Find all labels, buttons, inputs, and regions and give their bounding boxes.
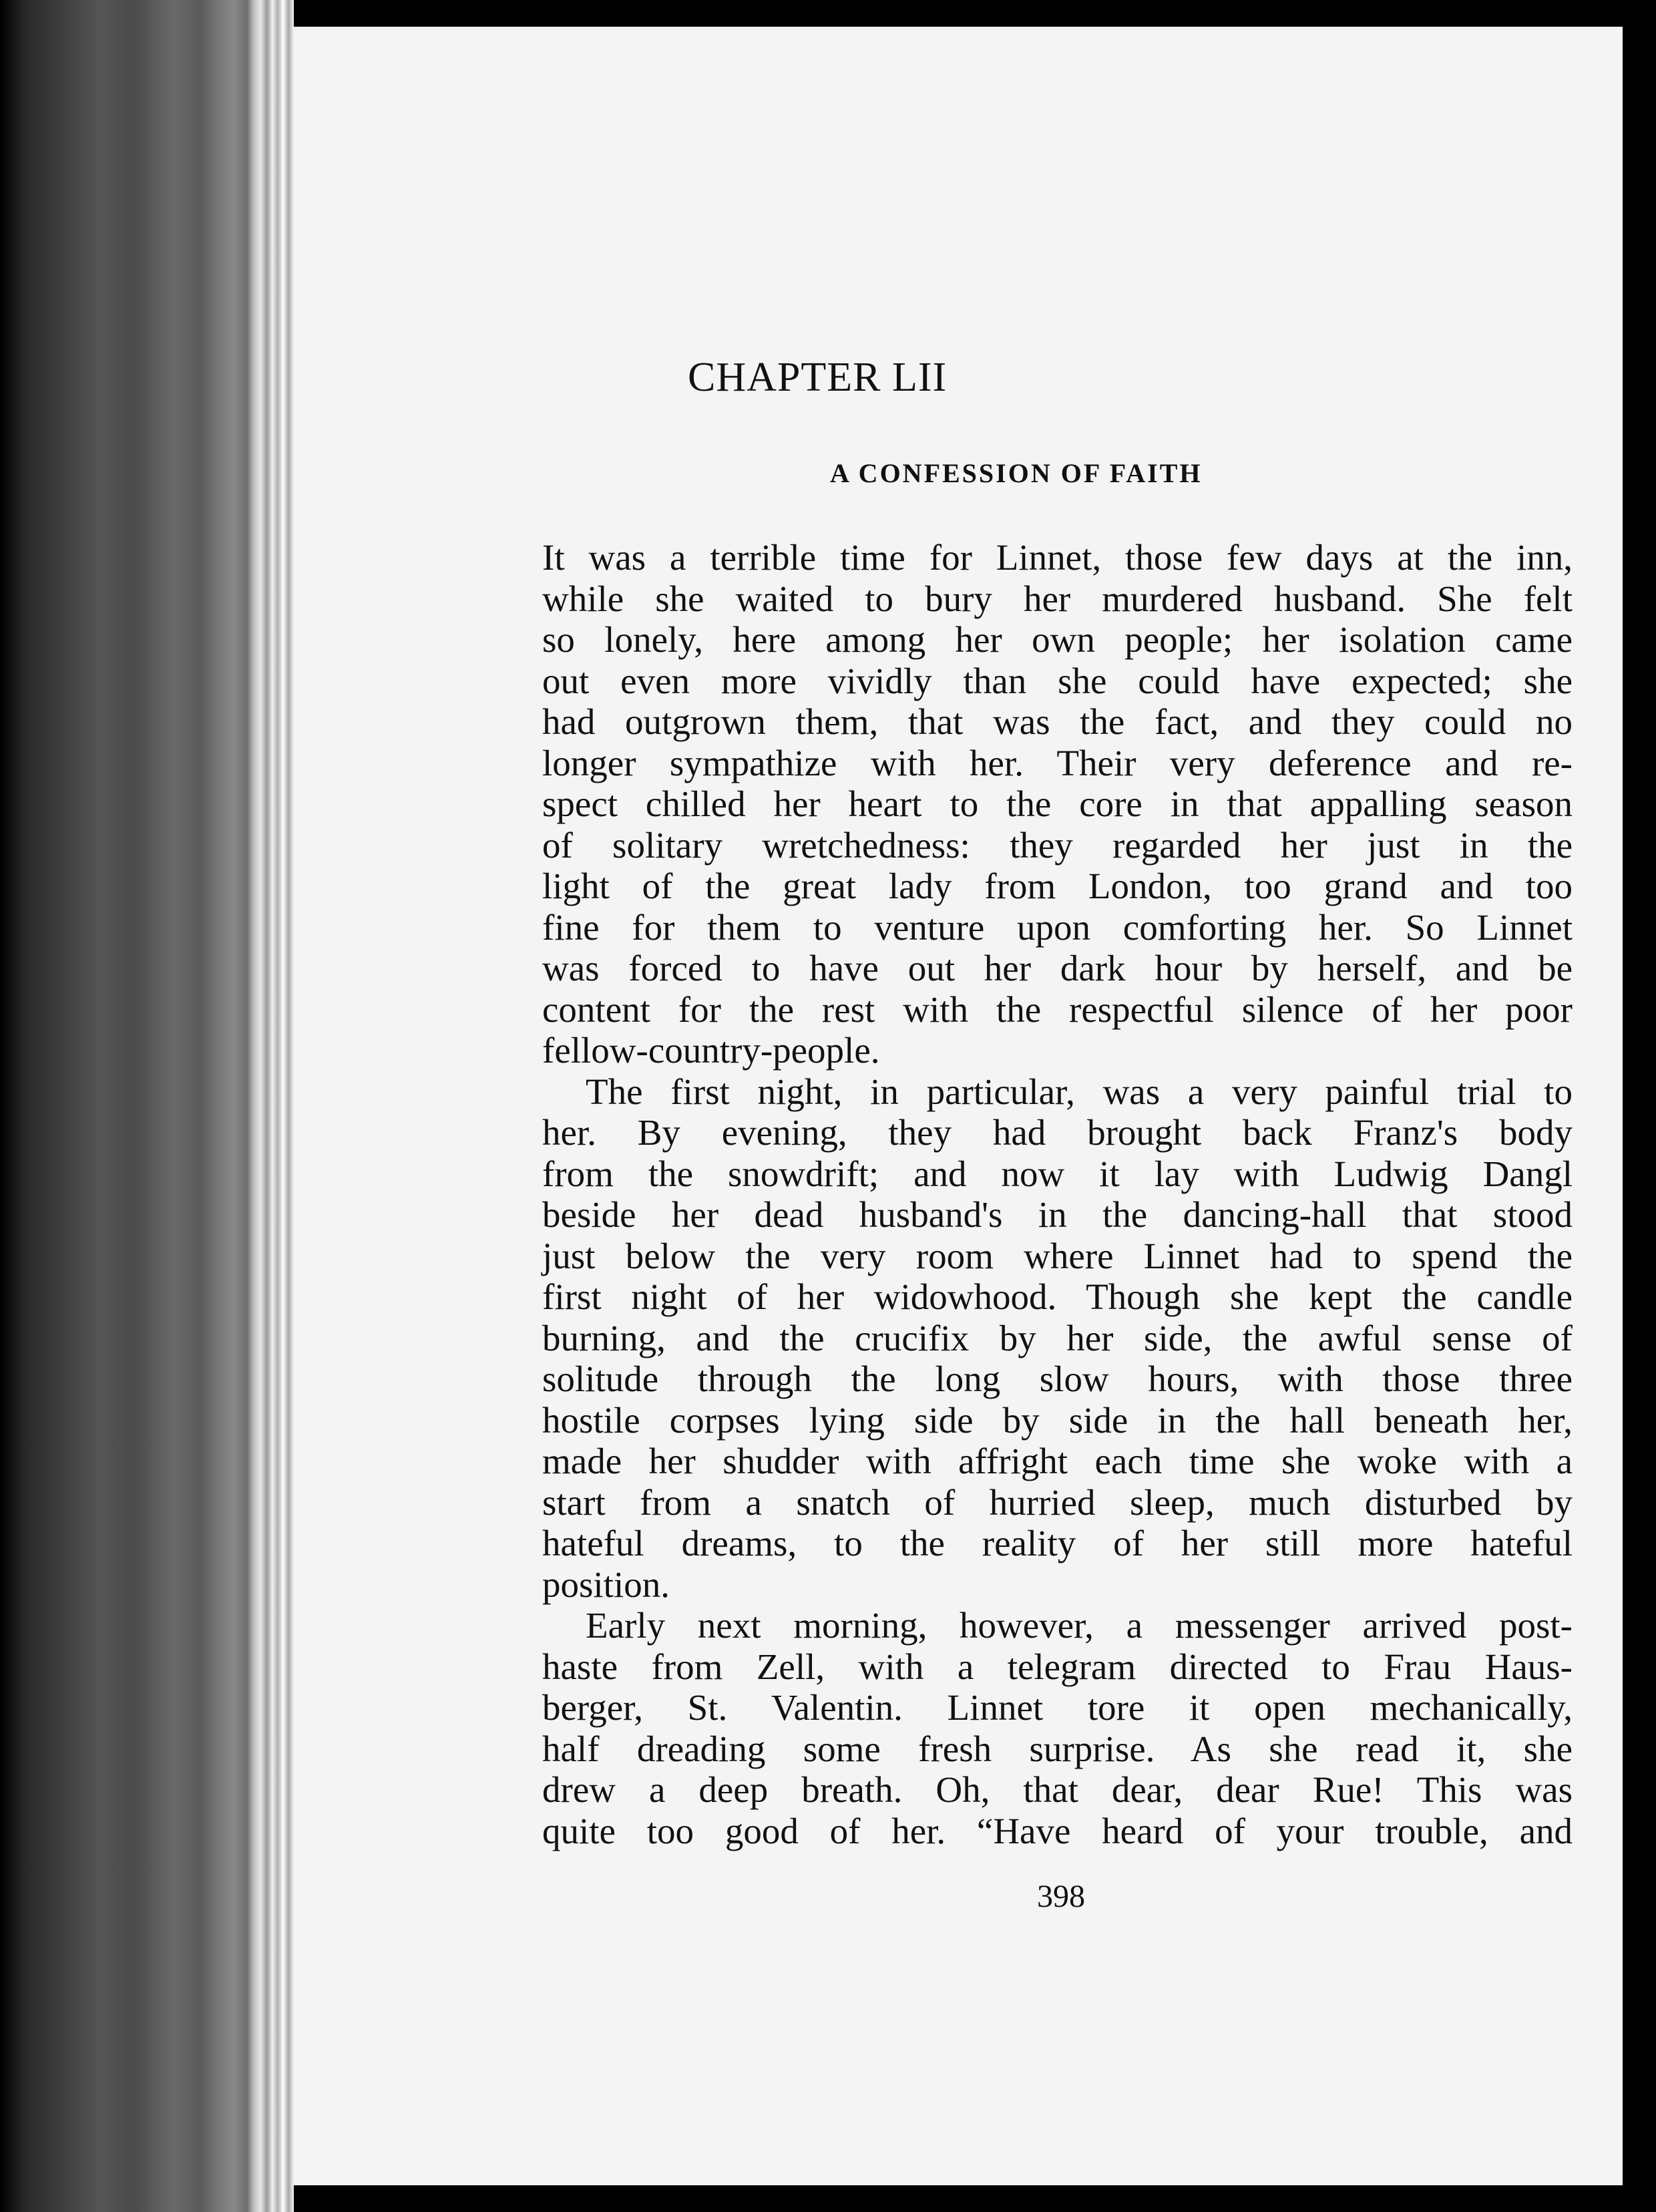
right-page-edge [1623,0,1656,2212]
text-line: start from a snatch of hurried sleep, much disturbed by [542,1481,1573,1523]
chapter-body-text [542,537,1573,1851]
text-line: of solitary wretchedness: they regarded her just in the [542,824,1573,866]
text-line: longer sympathize with her. Their very deference and re- [542,742,1573,783]
text-line: while she waited to bury her murdered husband. She felt [542,578,1573,619]
text-line: solitude through the long slow hours, with those three [542,1358,1573,1399]
text-line: fellow-country-people. [542,1030,880,1071]
text-line: half dreading some fresh surprise. As she read it, she [542,1728,1573,1769]
text-line: from the snowdrift; and now it lay with Ludwig Dangl [542,1153,1573,1194]
page-number: 398 [1037,1879,1085,1914]
text-line: Early next morning, however, a messenger arrived post- [586,1605,1573,1646]
text-line: The first night, in particular, was a very painful trial to [586,1071,1573,1112]
chapter-title: CHAPTER LII [688,355,948,400]
text-line: out even more vividly than she could have expected; she [542,660,1573,701]
text-line: first night of her widowhood. Though she kept the candle [542,1276,1573,1317]
book-spine-edge [0,0,294,2212]
text-line: spect chilled her heart to the core in that appalling season [542,783,1573,824]
text-line: haste from Zell, with a telegram directed to Frau Haus- [542,1646,1573,1687]
text-line: just below the very room where Linnet had to spend the [542,1235,1573,1276]
text-line: was forced to have out her dark hour by herself, and be [542,948,1573,988]
text-line: beside her dead husband's in the dancing-hall that stood [542,1194,1573,1235]
text-line: berger, St. Valentin. Linnet tore it open mechanically, [542,1687,1573,1728]
text-line: so lonely, here among her own people; her isolation came [542,619,1573,660]
text-line: light of the great lady from London, too grand and too [542,866,1573,906]
chapter-subtitle: A CONFESSION OF FAITH [830,458,1203,488]
text-line: burning, and the crucifix by her side, the awful sense of [542,1317,1573,1358]
text-line: hateful dreams, to the reality of her still more hateful [542,1523,1573,1563]
text-line: It was a terrible time for Linnet, those few days at the inn, [542,537,1573,578]
text-line: position. [542,1563,670,1605]
text-line: made her shudder with affright each time she woke with a [542,1441,1573,1481]
text-line: had outgrown them, that was the fact, and they could no [542,701,1573,742]
text-line: content for the rest with the respectful silence of her poor [542,988,1573,1030]
text-line: quite too good of her. “Have heard of your trouble, and [542,1810,1573,1851]
text-line: drew a deep breath. Oh, that dear, dear Rue! This was [542,1769,1573,1810]
text-line: her. By evening, they had brought back Franz's body [542,1112,1573,1153]
text-line: fine for them to venture upon comforting her. So Linnet [542,906,1573,948]
text-line: hostile corpses lying side by side in the hall beneath her, [542,1399,1573,1441]
